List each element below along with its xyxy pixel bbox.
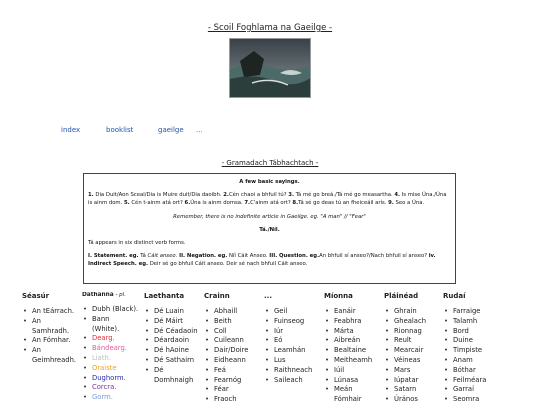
list-item: • An tEárrach. [22, 307, 76, 317]
list-item: Samhradh. [32, 326, 70, 335]
column-title: Séasúr [22, 292, 50, 300]
column-title: Míonna [324, 292, 353, 300]
list-item: • Seomra [443, 395, 486, 405]
list-item: • Farraige [443, 307, 486, 317]
list-item: Geimhreadh. [32, 355, 77, 364]
list-item: • Dearg. [82, 334, 138, 344]
list-item: • Saileach [264, 376, 312, 386]
column-title: Laethanta [144, 292, 185, 300]
list-item: • Bord [443, 327, 486, 337]
list-item: • Dé [144, 366, 198, 376]
list-item: • Bann [82, 315, 138, 325]
list-item: • Eanáir [324, 307, 372, 317]
list-item: • An [22, 317, 76, 327]
column-planets [384, 292, 426, 405]
list-item: • Dubh (Black). [82, 305, 138, 315]
list-item: • Bándearg. [82, 344, 138, 354]
list-item: • Beith [204, 317, 248, 327]
list-item: • Ghealach [384, 317, 426, 327]
ta-forms-list: I. Statement. eg. Tá Cáit anseo. II. Negation. eg. Níl Cáit Anseo. III. Question. eg.An bhfuil sí anseo?/Nach bhfuil sí anseo? iv. Indirect Speech. eg. Deir sé go bhfuil Cáit anseo. Deir sé nach bhfuil Cáit anseo. [88, 253, 436, 268]
list-item: • Satarn [384, 385, 426, 395]
column-title: Pláinéad [384, 292, 419, 300]
list-item: • Dé Sathairn [144, 356, 198, 366]
column-things [443, 292, 486, 405]
list-item: • Raithneach [264, 366, 312, 376]
list-item: • Meán [324, 385, 372, 395]
column-title: Dathanna - pl. [82, 292, 126, 298]
list-item: • Feilméara [443, 376, 486, 386]
list-item: • Iúpatar [384, 376, 426, 386]
list-item: • Lus [264, 356, 312, 366]
list-item: • An [22, 346, 76, 356]
list-item: • Eidheann [204, 356, 248, 366]
list-item: • Dé Luain [144, 307, 198, 317]
list-item: • Geil [264, 307, 312, 317]
list-item: • Garraí [443, 385, 486, 395]
list-item: Fómhair [334, 395, 362, 404]
column-trees [204, 292, 248, 405]
list-item: • Bealtaine [324, 346, 372, 356]
nav-link-more[interactable]: ... [196, 126, 203, 134]
list-item: • Duine [443, 336, 486, 346]
list-item: • Dé Céadaoin [144, 327, 198, 337]
vocab-columns [0, 292, 540, 405]
ta-forms-intro: Tá appears in six distinct verb forms. [88, 240, 186, 247]
list-item: • Gorm. [82, 393, 138, 403]
column-colours [82, 292, 138, 403]
list-item: • Coll [204, 327, 248, 337]
list-item: • Fuinseog [264, 317, 312, 327]
list-item: • Lúnasa [324, 376, 372, 386]
list-item: • Reult [384, 336, 426, 346]
nav-link-index[interactable]: index [61, 126, 81, 134]
list-item: • Anam [443, 356, 486, 366]
list-item: • Liath. [82, 354, 138, 364]
list-item: (White). [92, 324, 120, 333]
sayings-list: 1. Dia Duit/Aon Sceal/Dia is Muire duit/Dia daoibh. 2.Cén chaoi a bhfuil tú? 3. Tá mé go breá./Tá mé go measartha. 4. Is mise Úna./Úna is ainm dom. 5. Cén t-ainm atá ort? 6.Úna is ainm domsa. 7.C'ainm atá ort? 8.Tá sé go deas tú an fheiceáil arís. 9. Seo a Úna. [88, 192, 447, 207]
nav-link-gaeilge[interactable]: gaeilge [158, 126, 184, 134]
top-nav [0, 126, 540, 138]
list-item: • Mearcair [384, 346, 426, 356]
list-item: • Márta [324, 327, 372, 337]
list-item: • Iúil [324, 366, 372, 376]
list-item: • Feá [204, 366, 248, 376]
list-item: • Corcra. [82, 383, 138, 393]
sayings-box [83, 173, 456, 284]
column-title: Rudaí [443, 292, 466, 300]
list-item: • Véineas [384, 356, 426, 366]
list-item: • Ghrain [384, 307, 426, 317]
column-seasons [22, 292, 76, 366]
column-days [144, 292, 198, 385]
list-item: • Déardaoin [144, 336, 198, 346]
article-note: Remember, there is no indefinite article in Gaeilge. eg. "A man" // "Fear" [173, 213, 366, 220]
list-item: • Féar [204, 385, 248, 395]
list-item: • Dair/Doire [204, 346, 248, 356]
list-item: • Talamh [443, 317, 486, 327]
section-title[interactable]: - Gramadach Tábhachtach - [221, 159, 319, 167]
list-item: Domhnaigh [154, 375, 194, 384]
list-item: • Bóthar [443, 366, 486, 376]
list-item: • An Fómhar. [22, 336, 76, 346]
list-item: • Dé hAoine [144, 346, 198, 356]
list-item: • Leamhán [264, 346, 312, 356]
site-title[interactable]: - Scoil Foghlama na Gaeilge - [207, 23, 333, 33]
sayings-heading: A few basic sayings. [239, 179, 300, 185]
column-more [264, 292, 312, 385]
list-item: • Eó [264, 336, 312, 346]
list-item: • Abhaill [204, 307, 248, 317]
list-item: • Feabhra [324, 317, 372, 327]
list-item: • Rionnag [384, 327, 426, 337]
column-months [324, 292, 372, 405]
column-title: Crainn [204, 292, 230, 300]
list-item: • Dughorm. [82, 374, 138, 384]
list-item: • Mars [384, 366, 426, 376]
list-item: • Meitheamh [324, 356, 372, 366]
list-item: • Úrános [384, 395, 426, 405]
list-item: • Iúr [264, 327, 312, 337]
column-title: ... [264, 292, 272, 300]
list-item: • Cuileann [204, 336, 248, 346]
ta-ni-heading: Tá./Níl. [259, 226, 280, 233]
list-item: • Oraiste [82, 364, 138, 374]
list-item: • Timpiste [443, 346, 486, 356]
header-image [229, 38, 311, 98]
nav-link-booklist[interactable]: booklist [106, 126, 134, 134]
list-item: • Dé Máirt [144, 317, 198, 327]
list-item: • Fearnóg [204, 376, 248, 386]
list-item: • Fraoch [204, 395, 248, 405]
list-item: • Aibreán [324, 336, 372, 346]
